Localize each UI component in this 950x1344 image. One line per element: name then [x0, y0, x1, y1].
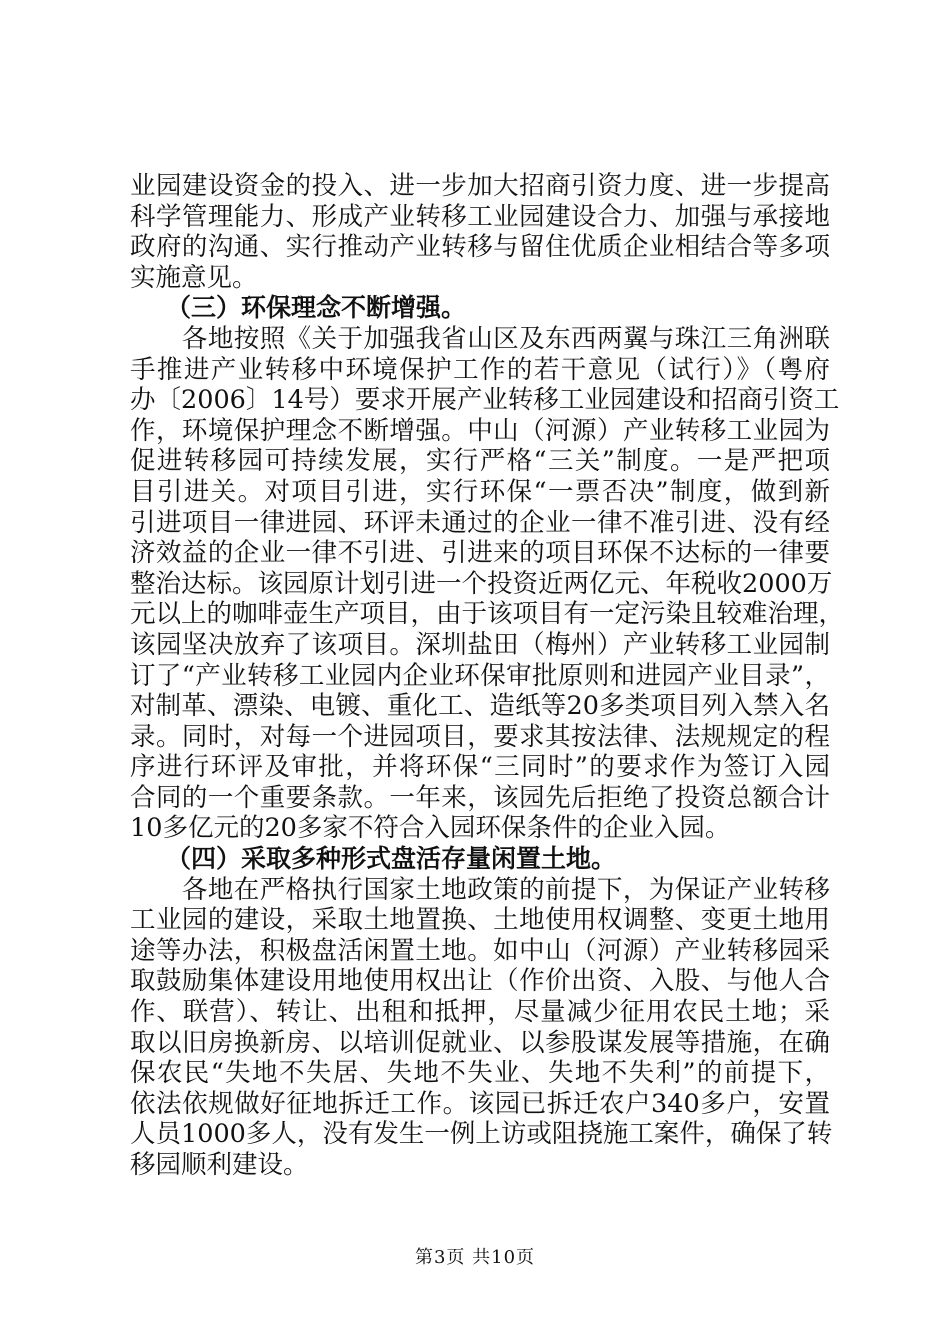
paragraph-line: 对制革、漂染、电镀、重化工、造纸等20多类项目列入禁入名	[130, 691, 830, 722]
paragraph-line: 整治达标。该园原计划引进一个投资近两亿元、年税收2000万	[130, 568, 833, 599]
paragraph-line: 依法依规做好征地拆迁工作。该园已拆迁农户340多户，安置	[130, 1088, 830, 1119]
document-body	[130, 171, 845, 1181]
paragraph-line: 实施意见。	[130, 262, 258, 293]
paragraph-line: 引进项目一律进园、环评未通过的企业一律不准引进、没有经	[130, 507, 830, 538]
paragraph-line: 序进行环评及审批，并将环保“三同时”的要求作为签订入园	[130, 752, 830, 783]
paragraph-line: 工业园的建设，采取土地置换、土地使用权调整、变更土地用	[130, 905, 830, 936]
paragraph-line: 订了“产业转移工业园内企业环保审批原则和进园产业目录”，	[130, 660, 830, 691]
paragraph-line: 移园顺利建设。	[130, 1150, 309, 1180]
paragraph-line: 促进转移园可持续发展，实行严格“三关”制度。一是严把项	[130, 446, 830, 477]
paragraph-line: 各地按照《关于加强我省山区及东西两翼与珠江三角洲联	[130, 323, 830, 354]
paragraph-line: 元以上的咖啡壶生产项目，由于该项目有一定污染且较难治理，	[130, 599, 845, 630]
section-heading: （四）采取多种形式盘活存量闲置土地。	[166, 844, 617, 874]
paragraph-line: 合同的一个重要条款。一年来，该园先后拒绝了投资总额合计	[130, 782, 830, 813]
paragraph-line: 该园坚决放弃了该项目。深圳盐田（梅州）产业转移工业园制	[130, 629, 830, 660]
paragraph-line: 政府的沟通、实行推动产业转移与留住优质企业相结合等多项	[130, 232, 830, 263]
paragraph-line: 作，环境保护理念不断增强。中山（河源）产业转移工业园为	[130, 415, 830, 446]
paragraph-line: 取以旧房换新房、以培训促就业、以参股谋发展等措施，在确	[130, 1027, 830, 1058]
paragraph-line: 录。同时，对每一个进园项目，要求其按法律、法规规定的程	[130, 721, 830, 752]
paragraph-line: 手推进产业转移中环境保护工作的若干意见（试行）》（粤府	[130, 354, 830, 385]
page-footer: 第3页 共10页	[414, 1247, 536, 1268]
paragraph-line: 业园建设资金的投入、进一步加大招商引资力度、进一步提高	[130, 171, 830, 201]
paragraph-line: 办〔2006〕14号）要求开展产业转移工业园建设和招商引资工	[130, 385, 840, 416]
paragraph-line: 作、联营）、转让、出租和抵押，尽量减少征用农民土地；采	[130, 997, 830, 1028]
paragraph-line: 科学管理能力、形成产业转移工业园建设合力、加强与承接地	[130, 201, 830, 232]
paragraph-line: 济效益的企业一律不引进、引进来的项目环保不达标的一律要	[130, 538, 830, 569]
paragraph-line: 保农民“失地不失居、失地不失业、失地不失利”的前提下，	[130, 1058, 830, 1089]
section-heading: （三）环保理念不断增强。	[166, 293, 467, 323]
paragraph-line: 10多亿元的20多家不符合入园环保条件的企业入园。	[130, 813, 731, 844]
paragraph-line: 取鼓励集体建设用地使用权出让（作价出资、入股、与他人合	[130, 966, 830, 997]
paragraph-line: 各地在严格执行国家土地政策的前提下，为保证产业转移	[130, 874, 830, 905]
paragraph-line: 人员1000多人，没有发生一例上访或阻挠施工案件，确保了转	[130, 1119, 833, 1150]
paragraph-line: 途等办法，积极盘活闲置土地。如中山（河源）产业转移园采	[130, 935, 830, 966]
paragraph-line: 目引进关。对项目引进，实行环保“一票否决”制度，做到新	[130, 476, 830, 507]
